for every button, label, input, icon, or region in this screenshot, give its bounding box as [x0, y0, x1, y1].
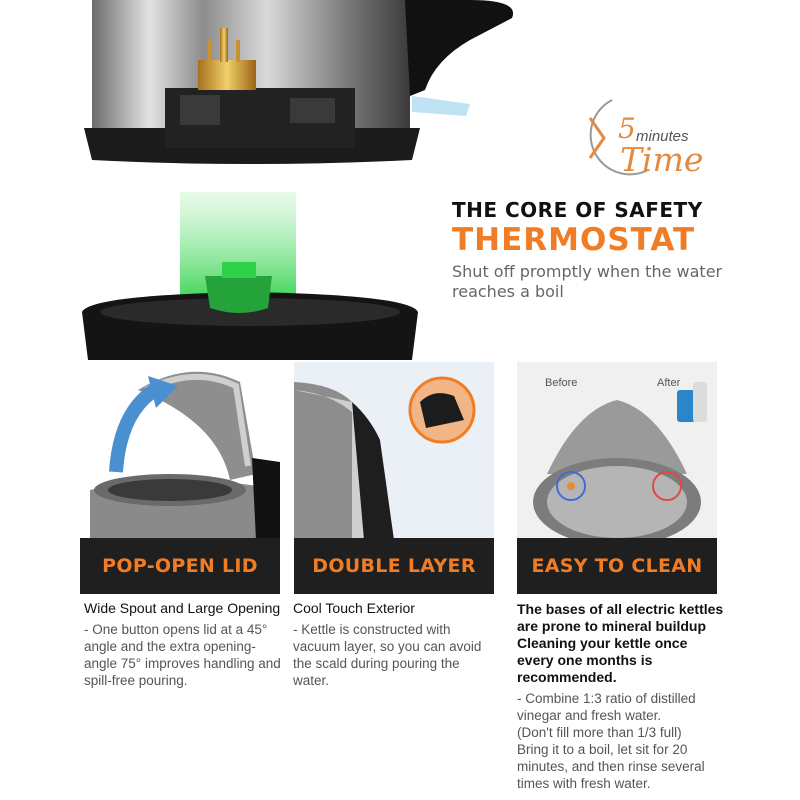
- pop-open-lid-banner: POP-OPEN LID: [80, 538, 280, 594]
- hero-heading: THE CORE OF SAFETY: [452, 198, 703, 222]
- double-layer-description: - Kettle is constructed with vacuum layer, so you can avoid the scald during pouring the water.: [293, 622, 482, 688]
- brand-logo-minutes: minutes: [636, 128, 689, 145]
- double-layer-text: [293, 600, 498, 689]
- clean-description-line: times with fresh water.: [517, 776, 651, 791]
- before-label: Before: [545, 377, 578, 389]
- clean-title-line: every one months is: [517, 652, 653, 668]
- pop-open-lid-image: [80, 362, 280, 540]
- clean-title-line: The bases of all electric kettles: [517, 601, 724, 617]
- clean-description-line: - Combine 1:3 ratio of distilled: [517, 691, 696, 706]
- clean-description-line: minutes, and then rinse several: [517, 759, 705, 774]
- pop-open-lid-text: [84, 600, 284, 689]
- clean-description-line: vinegar and fresh water.: [517, 708, 662, 723]
- after-label: After: [657, 377, 681, 389]
- clean-description-line: Bring it to a boil, let sit for 20: [517, 742, 688, 757]
- clean-title-line: recommended.: [517, 669, 617, 685]
- easy-to-clean-banner: EASY TO CLEAN: [517, 538, 717, 594]
- brand-logo-number: 5: [618, 112, 636, 145]
- brand-logo-time: Time: [620, 140, 704, 179]
- pop-open-lid-description: - One button opens lid at a 45° angle and the extra opening-angle 75° improves handling and spill-free pouring.: [84, 622, 281, 688]
- easy-to-clean-text: [517, 601, 727, 792]
- pop-open-lid-title: Wide Spout and Large Opening: [84, 600, 281, 616]
- clean-title-line: Cleaning your kettle once: [517, 635, 688, 651]
- clean-description-line: (Don't fill more than 1/3 full): [517, 725, 682, 740]
- double-layer-banner: DOUBLE LAYER: [294, 538, 494, 594]
- hero-illustration: [0, 0, 800, 362]
- clean-title-line: are prone to mineral buildup: [517, 618, 707, 634]
- hero-highlight: THERMOSTAT: [452, 222, 696, 258]
- hero-subtitle: Shut off promptly when the water reaches a boil: [452, 262, 723, 301]
- double-layer-title: Cool Touch Exterior: [293, 600, 415, 616]
- double-layer-image: [294, 362, 494, 540]
